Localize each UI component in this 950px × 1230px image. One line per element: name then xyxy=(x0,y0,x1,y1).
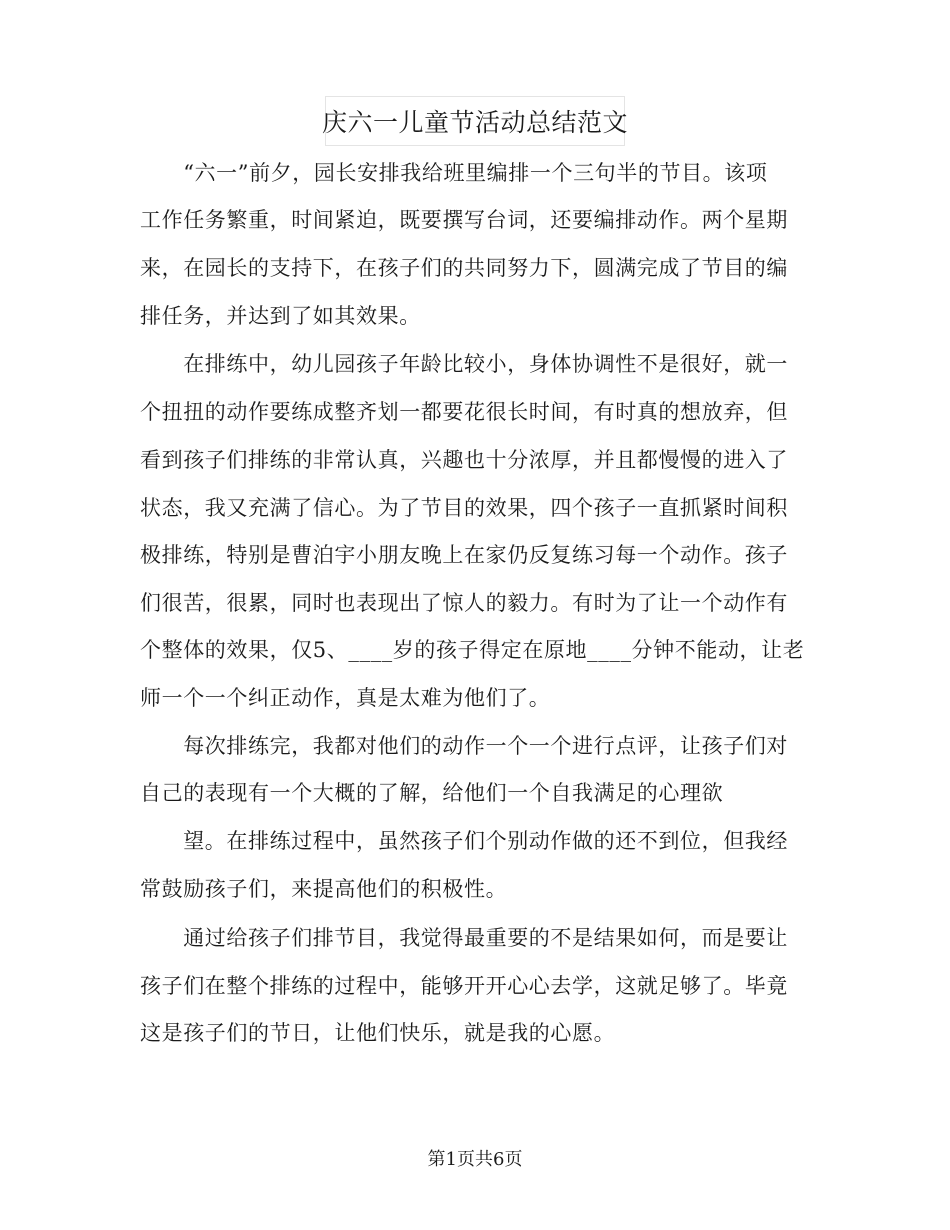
body-line-12: 师一个一个纠正动作，真是太难为他们了。 xyxy=(140,686,551,710)
body-line-16: 常鼓励孩子们，来提高他们的积极性。 xyxy=(140,877,508,901)
body-line-19: 这是孩子们的节日，让他们快乐，就是我的心愿。 xyxy=(140,1021,616,1045)
body-line-7: 看到孩子们排练的非常认真，兴趣也十分浓厚，并且都慢慢的进入了 xyxy=(140,448,788,472)
body-line-2: 工作任务繁重，时间紧迫，既要撰写台词，还要编排动作。两个星期 xyxy=(140,208,788,232)
body-line-18: 孩子们在整个排练的过程中，能够开开心心去学，这就足够了。毕竟 xyxy=(140,974,788,998)
body-line-9: 极排练，特别是曹泊宇小朋友晚上在家仍反复练习每一个动作。孩子 xyxy=(140,543,788,567)
title-box xyxy=(322,96,629,146)
body-line-4: 排任务，并达到了如其效果。 xyxy=(140,304,421,328)
body-line-1: “六一”前夕，园长安排我给班里编排一个三句半的节目。该项 xyxy=(140,161,768,185)
body-line-10: 们很苦，很累，同时也表现出了惊人的毅力。有时为了让一个动作有 xyxy=(140,591,788,615)
body-line-13: 每次排练完，我都对他们的动作一个一个进行点评，让孩子们对 xyxy=(140,734,788,758)
body-line-17: 通过给孩子们排节目，我觉得最重要的不是结果如何，而是要让 xyxy=(140,926,788,950)
body-line-15: 望。在排练过程中，虽然孩子们个别动作做的还不到位，但我经 xyxy=(140,829,788,853)
page-footer: 第1页共6页 xyxy=(427,1149,523,1170)
page-title: 庆六一儿童节活动总结范文 xyxy=(322,108,629,137)
body-line-5: 在排练中，幼儿园孩子年龄比较小，身体协调性不是很好，就一 xyxy=(140,352,788,376)
body-line-6: 个扭扭的动作要练成整齐划一都要花很长时间，有时真的想放弃，但 xyxy=(140,400,788,424)
body-line-3: 来，在园长的支持下，在孩子们的共同努力下，圆满完成了节目的编 xyxy=(140,256,788,280)
body-line-11: 个整体的效果，仅5、____岁的孩子得定在原地____分钟不能动，让老 xyxy=(140,638,805,662)
body-line-8: 状态，我又充满了信心。为了节目的效果，四个孩子一直抓紧时间积 xyxy=(140,496,788,520)
body-line-14: 自己的表现有一个大概的了解，给他们一个自我满足的心理欲 xyxy=(140,781,724,805)
